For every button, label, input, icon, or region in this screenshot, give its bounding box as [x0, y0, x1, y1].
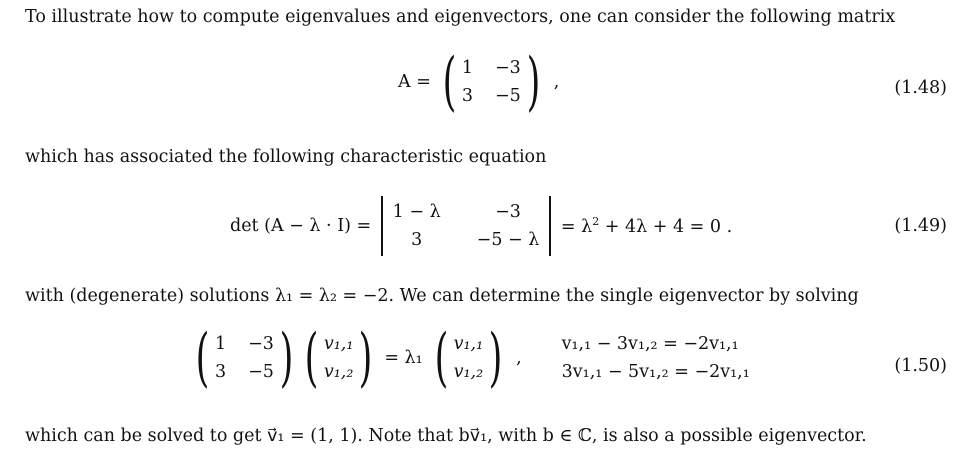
matrix-cell: −5 − λ — [476, 230, 540, 250]
eq-equals-lambda: = λ₁ — [384, 348, 423, 368]
eq-rhs: = $\lambda^2 + 4\lambda + 4 = 0$ . — [560, 215, 733, 237]
eq-comma: , — [516, 348, 522, 368]
vector-v: ( v₁,₁ v₁,₂ ) — [304, 321, 373, 395]
equation-number: (1.48) — [894, 78, 947, 98]
eq-comma: , — [553, 72, 560, 92]
matrix-cell: 1 — [214, 334, 227, 354]
vector-cell: v₁,₂ — [453, 362, 484, 382]
matrix-cell: −5 — [494, 86, 521, 106]
matrix-cell: −5 — [248, 362, 274, 382]
matrix-a: ( 1 −3 3 −5 ) — [195, 321, 294, 395]
paragraph-intro: To illustrate how to compute eigenvalues and eigenvectors, one can consider the following matrix — [25, 7, 896, 27]
determinant-bar-left — [381, 196, 383, 256]
matrix-cell: −3 — [494, 58, 521, 78]
matrix-cell: −3 — [248, 334, 274, 354]
matrix-cell: 1 — [461, 58, 473, 78]
vector-cell: v₁,₁ — [453, 334, 484, 354]
paragraph-solutions: with (degenerate) solutions λ₁ = λ₂ = −2. We can determine the single eigenvector by solving — [25, 286, 859, 306]
determinant-bar-right — [549, 196, 551, 256]
equation-system — [562, 334, 750, 382]
system-line: v₁,₁ − 3v₁,₂ = −2v₁,₁ — [561, 334, 739, 354]
eq-lhs: A = — [398, 72, 431, 92]
paragraph-characteristic: which has associated the following characteristic equation — [25, 147, 547, 167]
matrix-cell: 3 — [214, 362, 227, 382]
eq-lhs: det (A − λ · I) = — [230, 216, 372, 236]
matrix-cell: 3 — [461, 86, 473, 106]
equation-1-48 — [398, 45, 560, 119]
equation-1-50 — [190, 321, 750, 395]
matrix-cell: −3 — [495, 202, 521, 222]
paragraph-conclusion: which can be solved to get v⃗₁ = (1, 1). Note that bv⃗₁, with b ∈ ℂ, is also a possible eigenvector. — [25, 426, 867, 446]
vector-cell: v₁,₂ — [323, 362, 354, 382]
vector-cell: v₁,₁ — [323, 334, 354, 354]
vector-v: ( v₁,₁ v₁,₂ ) — [434, 321, 503, 395]
matrix-cell: 3 — [411, 230, 423, 250]
equation-number: (1.50) — [894, 356, 947, 376]
equation-number: (1.49) — [894, 216, 947, 236]
equation-1-49 — [230, 196, 732, 256]
matrix-cell: 1 − λ — [392, 202, 441, 222]
matrix-a: ( 1 −3 3 −5 ) — [442, 45, 541, 119]
system-line: 3v₁,₁ − 5v₁,₂ = −2v₁,₁ — [561, 362, 750, 382]
